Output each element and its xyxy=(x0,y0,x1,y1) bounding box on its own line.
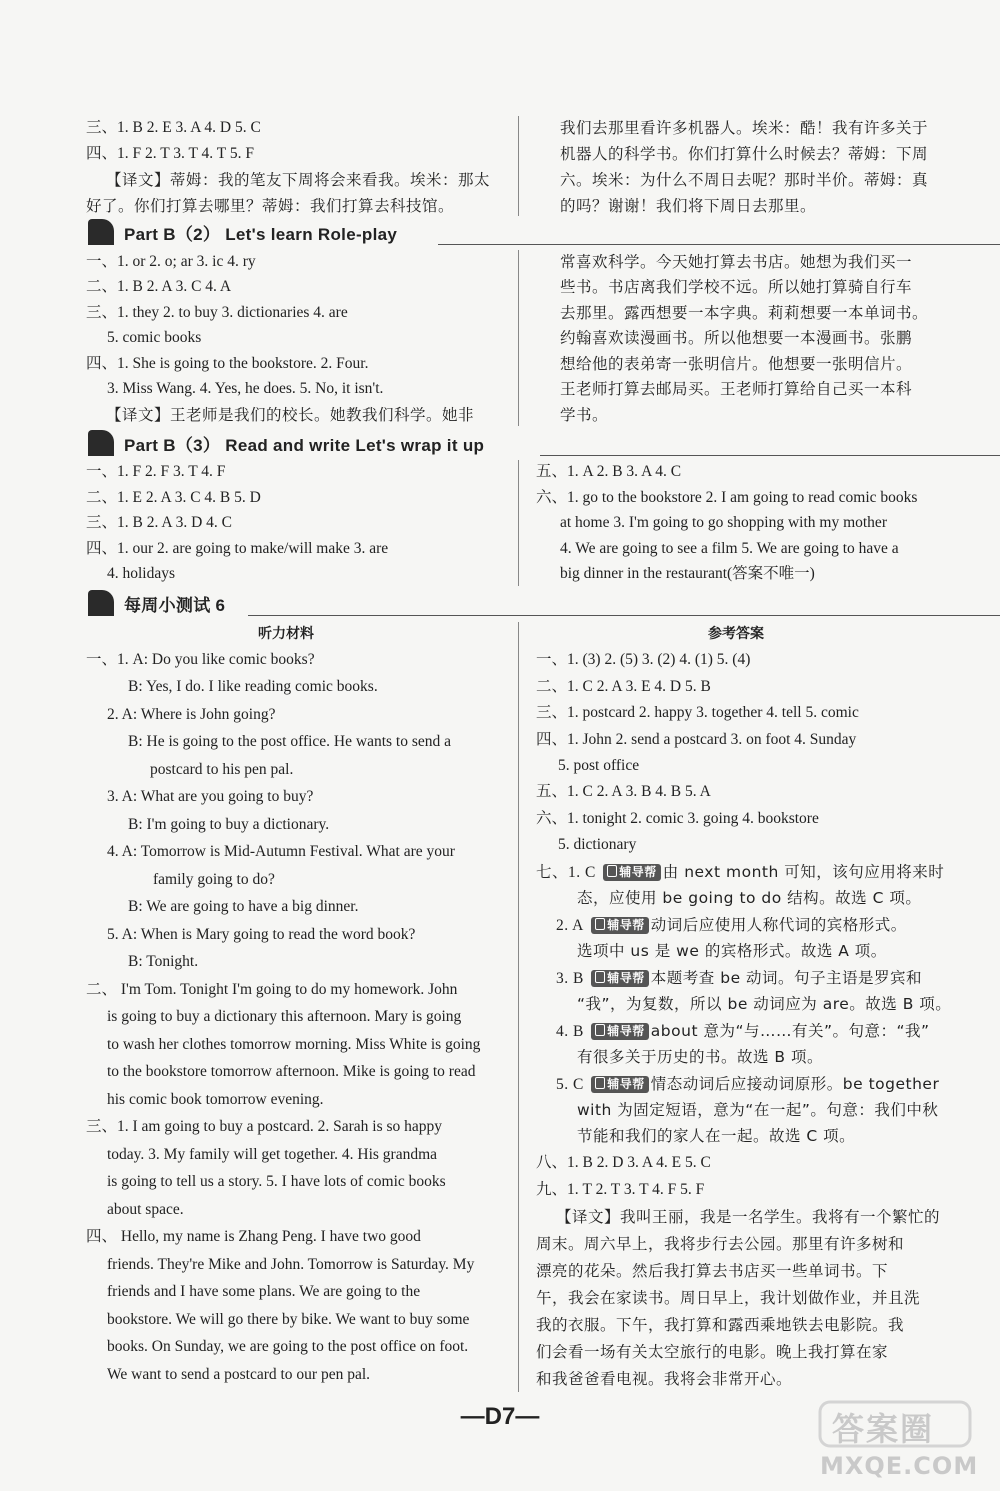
answer-line: 一、1. (3) 2. (5) 3. (2) 4. (1) 5. (4) xyxy=(536,651,751,668)
script-line: B: He is going to the post office. He wants to send a xyxy=(128,733,452,750)
script-line: to the bookstore tomorrow afternoon. Mike is going to read xyxy=(107,1063,476,1080)
answer-line: 三、1. postcard 2. happy 3. together 4. tell 5. comic xyxy=(536,704,859,721)
column-divider xyxy=(518,250,519,426)
script-line: B: I'm going to buy a dictionary. xyxy=(128,816,330,833)
script-line: about space. xyxy=(107,1201,184,1218)
section-tab-icon xyxy=(88,219,114,245)
answer-line: 4. We are going to see a film 5. We are going to have a xyxy=(560,540,899,557)
answer-line: 4. holidays xyxy=(107,565,176,582)
translation-line: 漂亮的花朵。然后我打算去书店买一些单词书。下 xyxy=(536,1262,889,1280)
translation-line: 午，我会在家读书。周日早上，我计划做作业，并且洗 xyxy=(536,1289,921,1307)
explanation-line: 4. B 辅导帮 about 意为“与……有关”。句意：“我” xyxy=(556,1022,930,1040)
translation-line: 机器人的科学书。你们打算什么时候去？蒂姆：下周 xyxy=(560,145,929,163)
explanation-line: 3. B 辅导帮 本题考查 be 动词。句子主语是罗宾和 xyxy=(556,969,923,987)
answer-line: 四、1. She is going to the bookstore. 2. Four. xyxy=(86,355,369,372)
guide-badge-icon: 辅导帮 xyxy=(603,864,661,881)
answer-line: 二、1. C 2. A 3. E 4. D 5. B xyxy=(536,678,711,695)
script-line: today. 3. My family will get together. 4. His grandma xyxy=(107,1146,438,1163)
script-line: his comic book tomorrow evening. xyxy=(107,1091,324,1108)
explanation-line: with 为固定短语，意为“在一起”。句意：我们中秋 xyxy=(577,1101,939,1119)
translation-line: 王老师打算去邮局买。王老师打算给自己买一本科 xyxy=(560,380,913,398)
answer-line: 5. dictionary xyxy=(558,836,637,853)
answer-line: at home 3. I'm going to go shopping with my mother xyxy=(560,514,887,531)
translation-line: 的吗？谢谢！我们将下周日去那里。 xyxy=(560,197,817,215)
answer-line: 3. Miss Wang. 4. Yes, he does. 5. No, it isn't. xyxy=(107,380,384,397)
translation-line: 想给他的表弟寄一张明信片。他想要一张明信片。 xyxy=(560,355,913,373)
column-divider xyxy=(518,460,519,586)
answer-line: big dinner in the restaurant(答案不唯一) xyxy=(560,565,815,582)
section-title: Part B（2） Let's learn Role-play xyxy=(124,225,398,244)
answer-line: 二、1. B 2. A 3. C 4. A xyxy=(86,278,232,295)
translation-line: 【译文】我叫王丽，我是一名学生。我将有一个繁忙的 xyxy=(556,1208,941,1226)
translation-line: 学书。 xyxy=(560,406,609,424)
section-tab-icon xyxy=(88,430,114,456)
column-divider xyxy=(518,116,519,216)
translation-line: 去那里。露西想要一本字典。莉莉想要一本单词书。 xyxy=(560,304,929,322)
answer-line: 三、1. B 2. A 3. D 4. C xyxy=(86,514,232,531)
answer-line: 五、1. A 2. B 3. A 4. C xyxy=(536,463,682,480)
section-title: Part B（3） Read and write Let's wrap it up xyxy=(124,436,485,455)
translation-line: 我的衣服。下午，我打算和露西乘地铁去电影院。我 xyxy=(536,1316,905,1334)
script-line: family going to do? xyxy=(153,871,275,888)
watermark-logo: 答案圈 xyxy=(818,1398,978,1450)
explanation-line: 七、1. C 辅导帮 由 next month 可知，该句应用将来时 xyxy=(536,863,945,881)
translation-line: 【译文】蒂姆：我的笔友下周将会来看我。埃米：那太 xyxy=(106,171,491,189)
script-line: We want to send a postcard to our pen pal. xyxy=(107,1366,371,1383)
answer-line: 六、1. tonight 2. comic 3. going 4. bookstore xyxy=(536,810,819,827)
translation-line: 【译文】王老师是我们的校长。她教我们科学。她非 xyxy=(106,406,475,424)
explanation-line: “我”，为复数，所以 be 动词应为 are。故选 B 项。 xyxy=(577,995,952,1013)
guide-badge-icon: 辅导帮 xyxy=(591,970,649,987)
answer-line: 三、1. B 2. E 3. A 4. D 5. C xyxy=(86,119,261,136)
script-line: 2. A: Where is John going? xyxy=(107,706,276,723)
translation-line: 约翰喜欢读漫画书。所以他想要一本漫画书。张鹏 xyxy=(560,329,913,347)
script-line: friends. They're Mike and John. Tomorrow is Saturday. My xyxy=(107,1256,475,1273)
translation-line: 和我爸爸看电视。我将会非常开心。 xyxy=(536,1370,793,1388)
answer-line: 5. comic books xyxy=(107,329,202,346)
script-line: 5. A: When is Mary going to read the word book? xyxy=(107,926,416,943)
translation-line: 好了。你们打算去哪里？蒂姆：我们打算去科技馆。 xyxy=(86,197,455,215)
script-line: books. On Sunday, we are going to the post office on foot. xyxy=(107,1338,469,1355)
script-line: 3. A: What are you going to buy? xyxy=(107,788,314,805)
guide-badge-icon: 辅导帮 xyxy=(591,1023,649,1040)
script-line: bookstore. We will go there by bike. We want to buy some xyxy=(107,1311,470,1328)
script-line: B: Yes, I do. I like reading comic books. xyxy=(128,678,378,695)
script-line: 一、1. A: Do you like comic books? xyxy=(86,651,315,668)
translation-line: 们会看一场有关太空旅行的电影。晚上我打算在家 xyxy=(536,1343,889,1361)
translation-line: 六。埃米：为什么不周日去呢？那时半价。蒂姆：真 xyxy=(560,171,929,189)
section-title: 每周小测试 6 xyxy=(124,596,226,615)
script-line: postcard to his pen pal. xyxy=(150,761,294,778)
watermark-url: MXQE.COM xyxy=(820,1452,979,1480)
script-line: to wash her clothes tomorrow morning. Miss White is going xyxy=(107,1036,481,1053)
explanation-line: 有很多关于历史的书。故选 B 项。 xyxy=(577,1048,823,1066)
answer-line: 九、1. T 2. T 3. T 4. F 5. F xyxy=(536,1181,705,1198)
translation-line: 些书。书店离我们学校不远。所以她打算骑自行车 xyxy=(560,278,913,296)
page-number: —D7— xyxy=(460,1403,540,1430)
guide-badge-icon: 辅导帮 xyxy=(591,917,649,934)
script-line: B: We are going to have a big dinner. xyxy=(128,898,359,915)
answer-line: 二、1. E 2. A 3. C 4. B 5. D xyxy=(86,489,261,506)
script-line: B: Tonight. xyxy=(128,953,199,970)
answer-line: 一、1. F 2. F 3. T 4. F xyxy=(86,463,226,480)
script-line: 4. A: Tomorrow is Mid-Autumn Festival. What are your xyxy=(107,843,455,860)
explanation-line: 态，应使用 be going to do 结构。故选 C 项。 xyxy=(577,889,922,907)
translation-line: 常喜欢科学。今天她打算去书店。她想为我们买一 xyxy=(560,253,913,271)
translation-line: 我们去那里看许多机器人。埃米：酷！我有许多关于 xyxy=(560,119,929,137)
answer-line: 六、1. go to the bookstore 2. I am going to read comic books xyxy=(536,489,918,506)
answer-line: 三、1. they 2. to buy 3. dictionaries 4. are xyxy=(86,304,348,321)
explanation-line: 5. C 辅导帮 情态动词后应接动词原形。be together xyxy=(556,1075,940,1093)
answer-line: 四、1. John 2. send a postcard 3. on foot 4. Sunday xyxy=(536,731,857,748)
answer-line: 5. post office xyxy=(558,757,640,774)
script-line: 四、 Hello, my name is Zhang Peng. I have two good xyxy=(86,1228,421,1245)
script-line: 三、1. I am going to buy a postcard. 2. Sarah is so happy xyxy=(86,1118,443,1135)
script-line: is going to tell us a story. 5. I have lots of comic books xyxy=(107,1173,446,1190)
translation-line: 周末。周六早上，我将步行去公园。那里有许多树和 xyxy=(536,1235,905,1253)
listening-heading: 听力材料 xyxy=(258,626,314,642)
explanation-line: 选项中 us 是 we 的宾格形式。故选 A 项。 xyxy=(577,942,887,960)
script-line: is going to buy a dictionary this afternoon. Mary is going xyxy=(107,1008,462,1025)
answer-key-heading: 参考答案 xyxy=(708,626,764,642)
explanation-line: 节能和我们的家人在一起。故选 C 项。 xyxy=(577,1127,856,1145)
script-line: friends and I have some plans. We are going to the xyxy=(107,1283,421,1300)
guide-badge-icon: 辅导帮 xyxy=(591,1076,649,1093)
answer-line: 五、1. C 2. A 3. B 4. B 5. A xyxy=(536,783,711,800)
answer-line: 八、1. B 2. D 3. A 4. E 5. C xyxy=(536,1154,711,1171)
explanation-line: 2. A 辅导帮 动词后应使用人称代词的宾格形式。 xyxy=(556,916,907,934)
script-line: 二、 I'm Tom. Tonight I'm going to do my homework. John xyxy=(86,981,458,998)
column-divider xyxy=(518,622,519,1392)
answer-line: 一、1. or 2. o; ar 3. ic 4. ry xyxy=(86,253,256,270)
answer-line: 四、1. F 2. T 3. T 4. T 5. F xyxy=(86,145,254,162)
answer-line: 四、1. our 2. are going to make/will make 3. are xyxy=(86,540,389,557)
section-tab-icon xyxy=(88,590,114,616)
